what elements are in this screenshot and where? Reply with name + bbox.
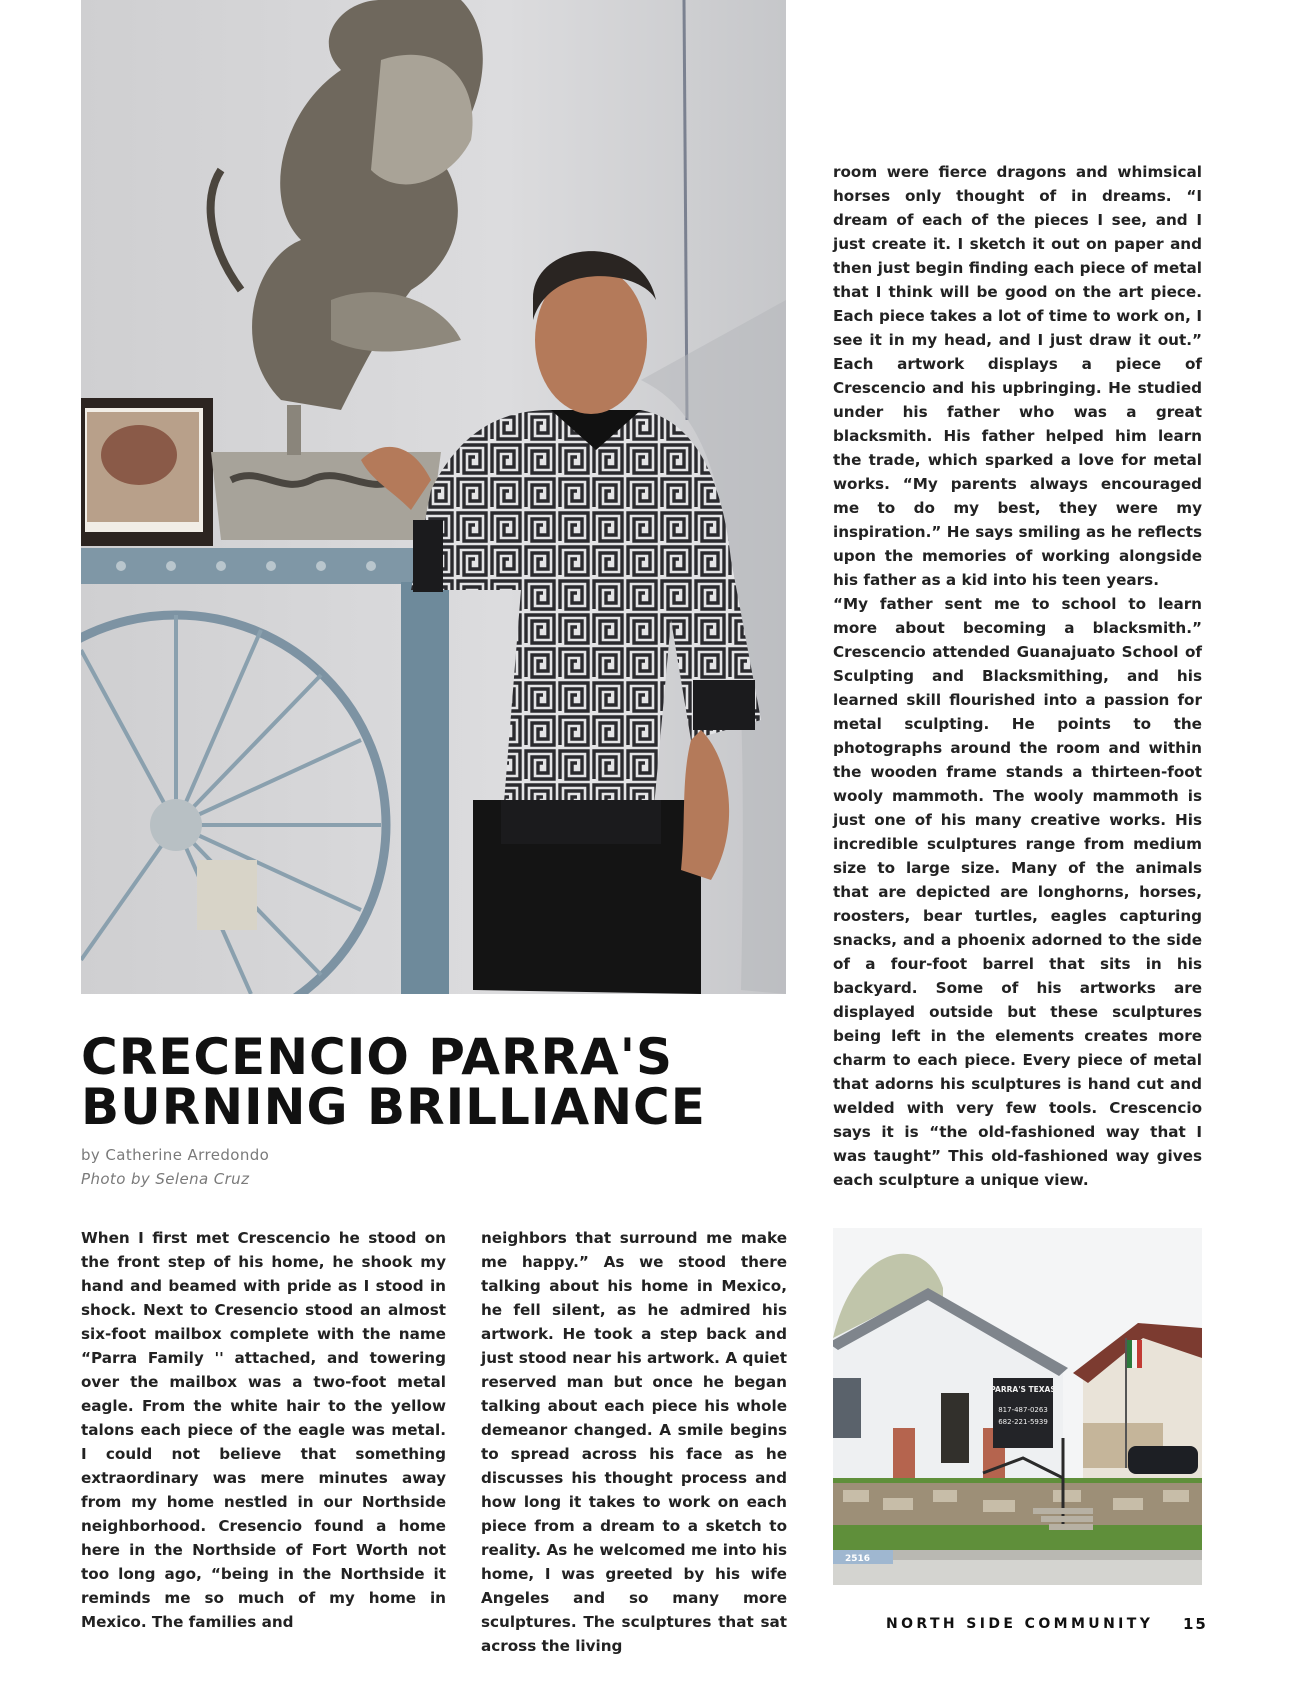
body-column-middle: neighbors that surround me make me happy.” As we stood there talking about his home in Mexico, he fell silent, as he admired his artwork. He took a step back and just stood near his artwork. A quiet reserved man but once he began talking about each piece his whole demeanor changed. A smile begins to spread across his face as he discusses his thought process and how long it takes to work on each piece from a dream to a sketch to reality. As he welcomed me into his home, I was greeted by his wife Angeles and so many more sculptures. The sculptures that sat across the living [481, 1229, 787, 1655]
photo-credit: Photo by Selena Cruz [81, 1170, 250, 1188]
body-column-right-top: room were fierce dragons and whimsical horses only thought of in dreams. “I dream of each of the pieces I see, and I just create it. I sketch it out on paper and then just begin finding each piece of metal that I think will be good on the art piece. Each piece takes a lot of time to work on, I see it in my head, and I just draw it out.” Each artwork displays a piece of Crescencio and his upbringing. He studied under his father who was a great blacksmith. His father helped him learn the trade, which sparked a love for metal works. “My parents always encouraged me to do my best, they were my inspiration.” He says smiling as he reflects upon the memories of working alongside his father as a kid into his teen years. [833, 163, 1202, 589]
article-title-line-1: CRECENCIO PARRA'S [81, 1028, 674, 1086]
artist-portrait-illustration [81, 0, 786, 994]
artist-portrait-photo [81, 0, 786, 994]
page-number: 15 [1183, 1615, 1208, 1633]
article-title [81, 1028, 801, 1136]
author-byline: by Catherine Arredondo [81, 1146, 270, 1164]
curb-house-number: 2516 [845, 1554, 871, 1564]
house-exterior-photo [833, 1228, 1202, 1585]
house-exterior-illustration [833, 1228, 1202, 1585]
sign-phone-2: 682-221-5939 [998, 1418, 1048, 1426]
section-label: NORTH SIDE COMMUNITY [886, 1616, 1154, 1632]
article-title-line-2: BURNING BRILLIANCE [81, 1078, 706, 1136]
sign-phone-1: 817-487-0263 [998, 1406, 1048, 1414]
body-column-right-bottom: “My father sent me to school to learn more about becoming a blacksmith.” Crescencio attended Guanajuato School of Sculpting and Blacksmithing, and his learned skill flourished into a passion for metal sculpting. He points to the photographs around the room and within the wooden frame stands a thirteen-foot wooly mammoth. The wooly mammoth is just one of his many creative works. His incredible sculptures range from medium size to large size. Many of the animals that are depicted are longhorns, horses, roosters, bear turtles, eagles capturing snacks, and a phoenix adorned to the side of a four-foot barrel that sits in his backyard. Some of his artworks are displayed outside but these sculptures being left in the elements creates more charm to each piece. Every piece of metal that adorns his sculptures is hand cut and welded with very few tools. Crescencio says it is “the old-fashioned way that I was taught” This old-fashioned way gives each sculpture a unique view. [833, 595, 1202, 1189]
body-column-left: When I first met Crescencio he stood on the front step of his home, he shook my hand and beamed with pride as I stood in shock. Next to Cresencio stood an almost six-foot mailbox complete with the name “Parra Family '' attached, and towering over the mailbox was a two-foot metal eagle. From the white hair to the yellow talons each piece of the eagle was metal. I could not believe that something extraordinary was mere minutes away from my home nestled in our Northside neighborhood. Cresencio found a home here in the Northside of Fort Worth not too long ago, “being in the Northside it reminds me so much of my home in Mexico. The families and [81, 1229, 446, 1631]
sign-name: PARRA'S TEXAS [990, 1385, 1056, 1394]
